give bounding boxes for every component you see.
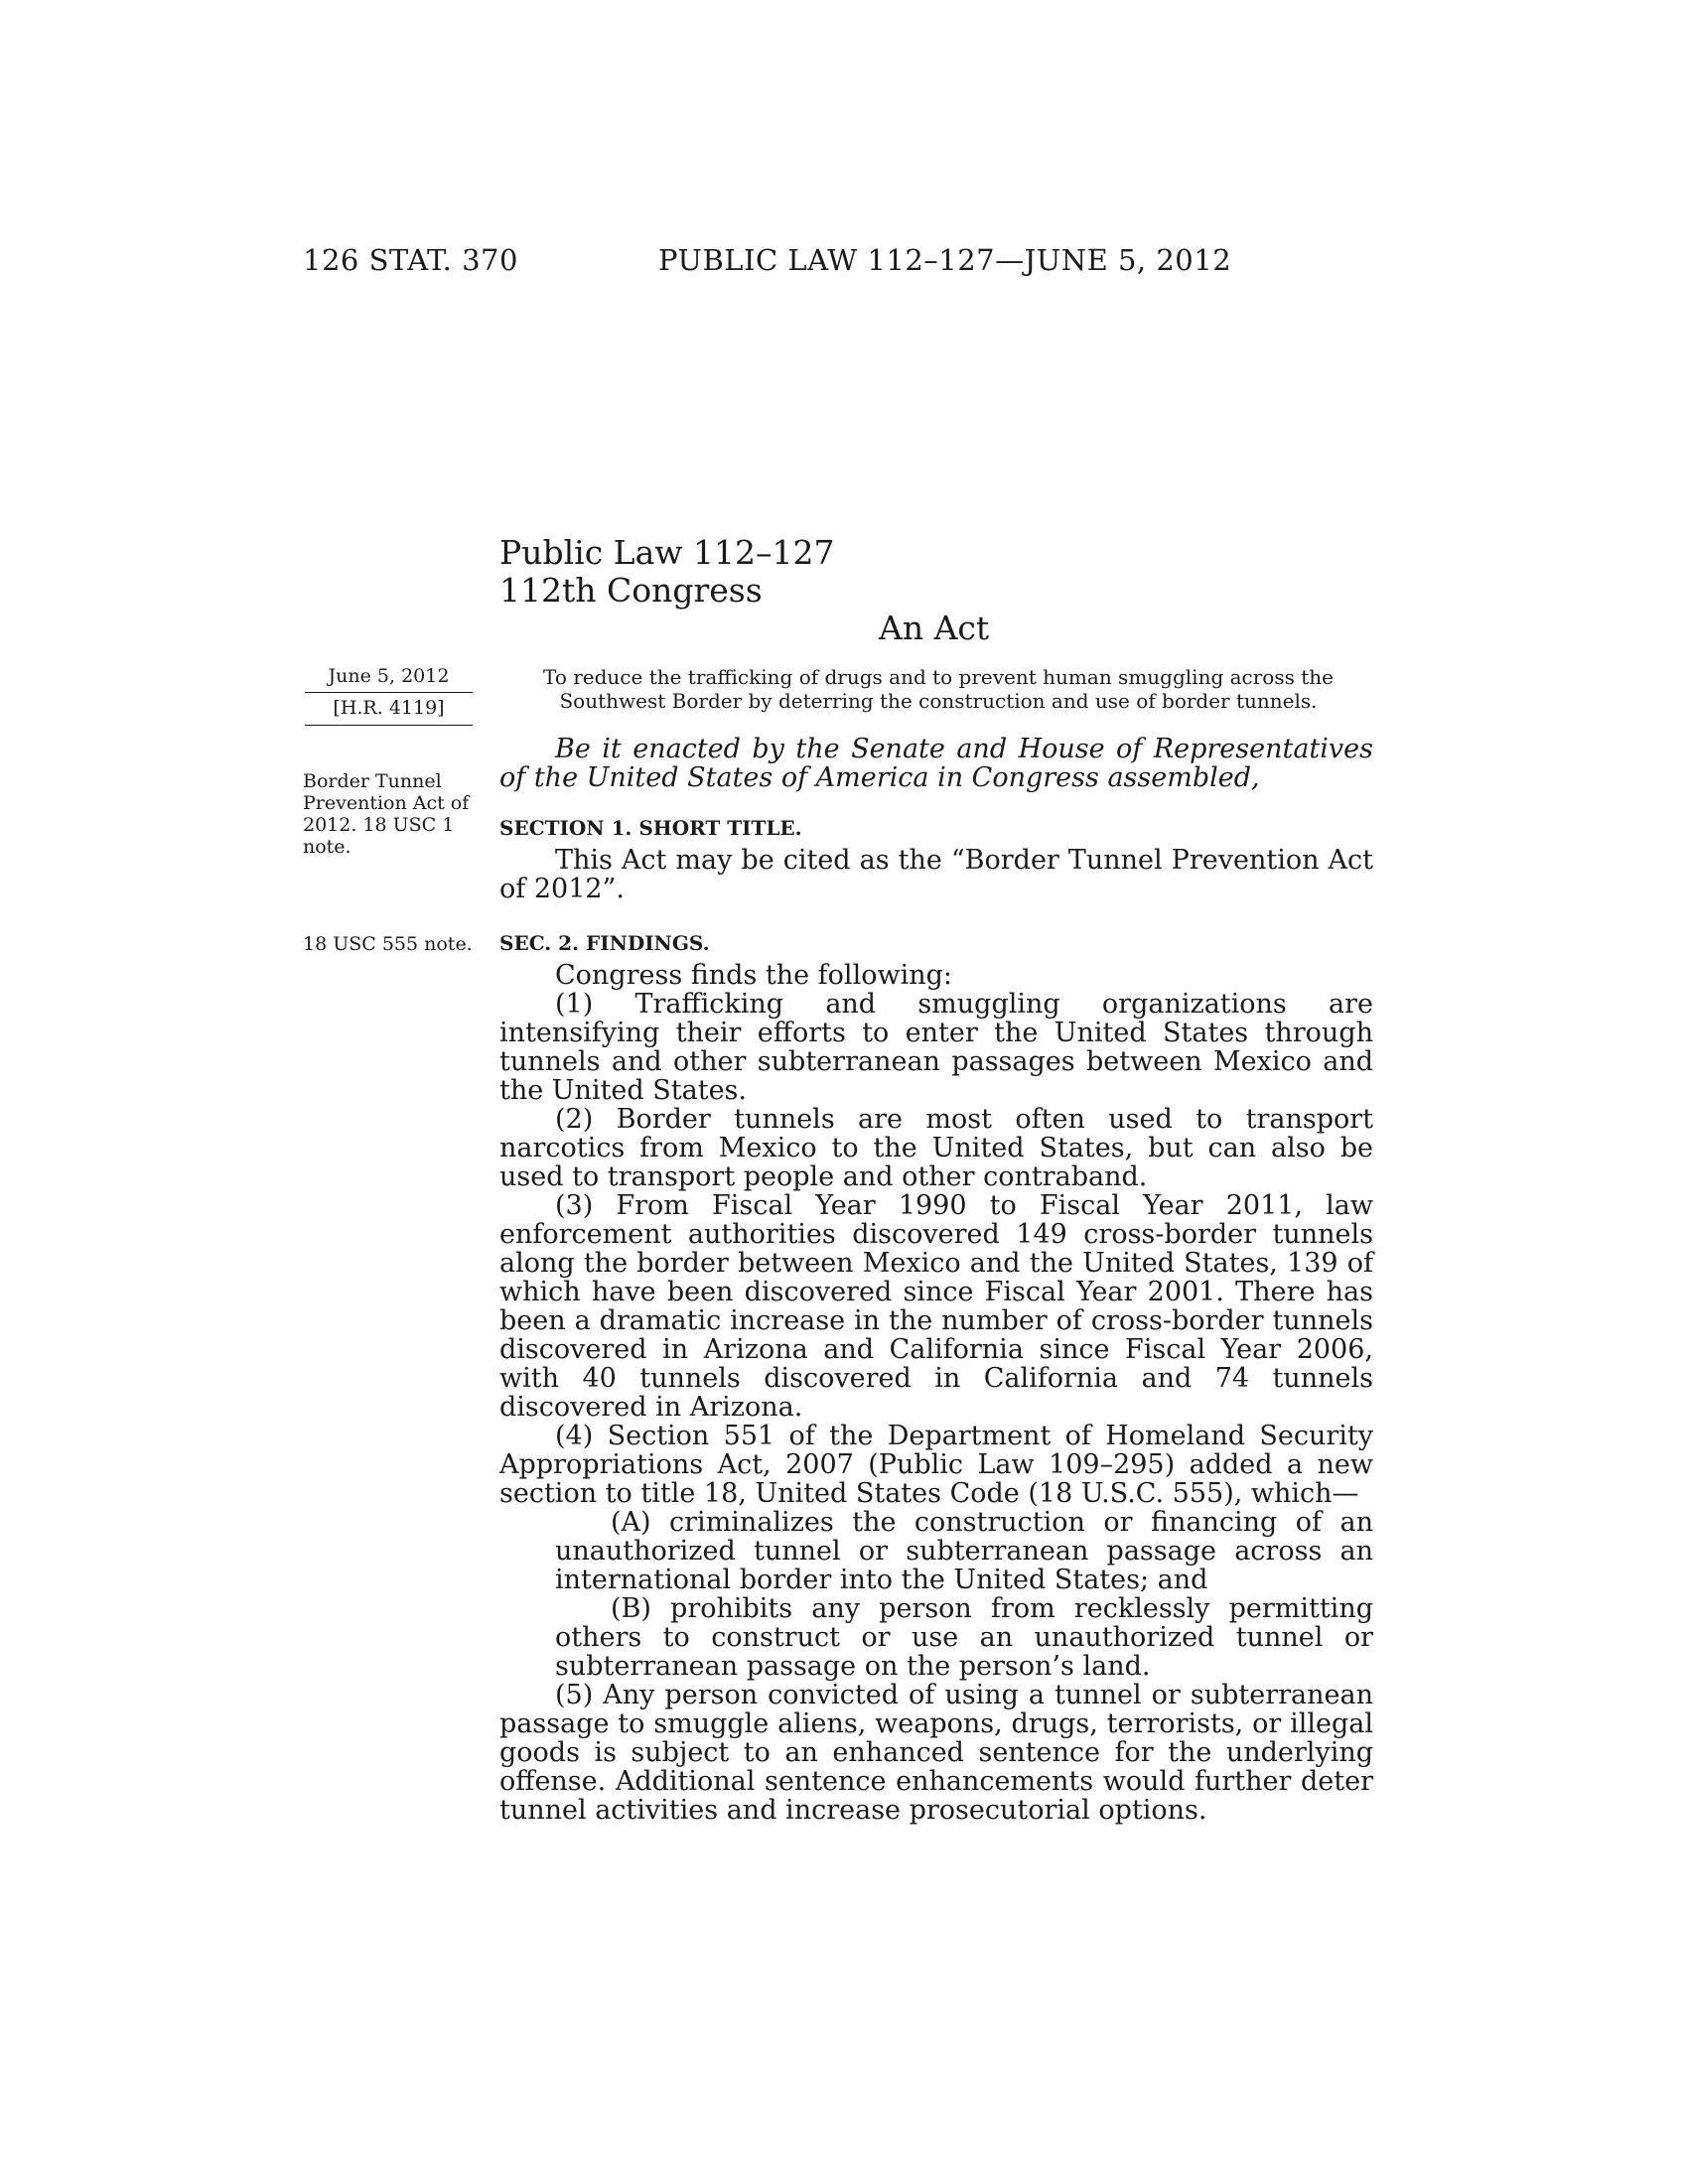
- bill-number-note: [H.R. 4119]: [333, 697, 445, 719]
- finding-4a: (A) criminalizes the construction or financing of an unauthorized tunnel or subterranean passage across an international border into the United States; and: [555, 1507, 1373, 1595]
- bill-divider: [305, 725, 473, 726]
- running-head-title: PUBLIC LAW 112–127—JUNE 5, 2012: [658, 243, 1232, 277]
- finding-3: (3) From Fiscal Year 1990 to Fiscal Year 2011, law enforcement authorities discovered 149 cross-border tunnels along the border between Mexico and the United States, 139 of which have been discovered since Fiscal Year 2001. There has been a dramatic increase in the number of cross-border tunnels discovered in Arizona and California since Fiscal Year 2006, with 40 tunnels discovered in California and 74 tunnels discovered in Arizona.: [499, 1190, 1373, 1423]
- finding-2: (2) Border tunnels are most often used to transport narcotics from Mexico to the United States, but can also be used to transport people and other contraband.: [499, 1104, 1373, 1192]
- findings-intro: Congress finds the following:: [555, 960, 952, 991]
- law-number: Public Law 112–127: [499, 533, 835, 572]
- section-1-text: This Act may be cited as the “Border Tunnel Prevention Act of 2012”.: [499, 845, 1373, 904]
- finding-1: (1) Trafficking and smuggling organizations are intensifying their efforts to enter the United States through tunnels and other subterranean passages between Mexico and the United States.: [499, 989, 1373, 1106]
- findings-margin-note: 18 USC 555 note.: [303, 933, 473, 955]
- finding-4: (4) Section 551 of the Department of Homeland Security Appropriations Act, 2007 (Public Law 109–295) added a new section to title 18, United States Code (18 U.S.C. 555), which—: [499, 1421, 1373, 1509]
- section-1-heading: SECTION 1. SHORT TITLE.: [499, 816, 802, 840]
- finding-5: (5) Any person convicted of using a tunnel or subterranean passage to smuggle aliens, weapons, drugs, terrorists, or illegal goods is subject to an enhanced sentence for the underlying offense. Additional sentence enhancements would further deter tunnel activities and increase prosecutorial options.: [499, 1680, 1373, 1826]
- date-divider: [305, 692, 473, 693]
- short-title-margin-note: Border Tunnel Prevention Act of 2012. 18 USC 1 note.: [303, 770, 470, 858]
- findings-body: [499, 961, 1373, 1825]
- enactment-date-note: June 5, 2012: [328, 665, 450, 687]
- congress-label: 112th Congress: [499, 571, 763, 610]
- section-2-heading: SEC. 2. FINDINGS.: [499, 931, 710, 955]
- enacting-clause: Be it enacted by the Senate and House of Representatives of the United States of America in Congress assembled,: [499, 734, 1373, 793]
- act-label: An Act: [879, 609, 990, 647]
- finding-4b: (B) prohibits any person from recklessly permitting others to construct or use an unauthorized tunnel or subterranean passage on the person’s land.: [555, 1593, 1373, 1682]
- act-purpose: To reduce the trafficking of drugs and to prevent human smuggling across the Southwest Border by deterring the construction and use of border tunnels.: [543, 665, 1334, 713]
- page-stat-number: 126 STAT. 370: [303, 243, 518, 277]
